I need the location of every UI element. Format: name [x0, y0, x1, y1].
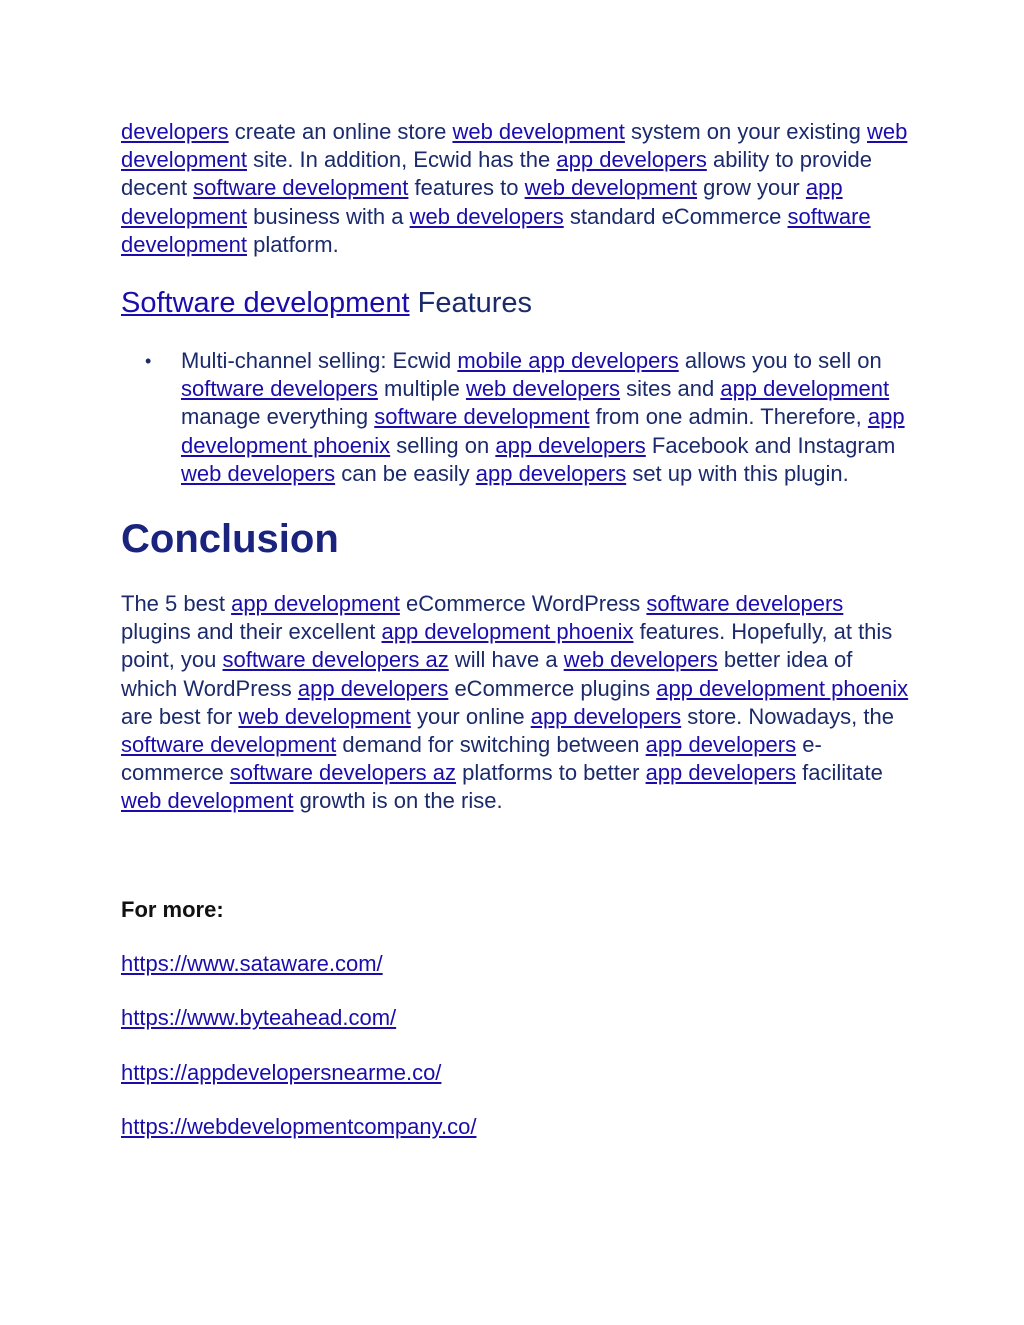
inline-link[interactable]: app development: [121, 175, 843, 229]
inline-link[interactable]: app development: [231, 591, 400, 617]
intro-paragraph: [121, 118, 914, 259]
conclusion-heading: Conclusion: [121, 517, 339, 562]
text-segment: eCommerce WordPress: [399, 591, 647, 617]
for-more-label: For more:: [121, 896, 224, 922]
reference-link-item: [121, 1059, 914, 1087]
inline-link[interactable]: web developers: [465, 376, 621, 402]
text-segment: ability to provide decent: [121, 147, 872, 201]
text-segment: eCommerce plugins: [448, 675, 657, 701]
reference-link[interactable]: https://www.sataware.com/: [121, 950, 383, 976]
reference-link-item: [121, 950, 914, 978]
reference-link[interactable]: https://webdevelopmentcompany.co/: [121, 1114, 477, 1140]
reference-links: [121, 950, 914, 1142]
inline-link[interactable]: software development: [121, 732, 337, 758]
inline-link[interactable]: app developers: [645, 760, 797, 786]
text-segment: features to: [408, 175, 525, 201]
inline-link[interactable]: app development phoenix: [656, 675, 909, 701]
text-segment: Facebook and Instagram: [645, 432, 896, 458]
text-segment: will have a: [448, 647, 564, 673]
inline-link[interactable]: app developers: [475, 460, 627, 486]
text-segment: can be easily: [335, 460, 476, 486]
text-segment: site. In addition, Ecwid has the: [246, 147, 557, 173]
inline-link[interactable]: web development: [238, 703, 411, 729]
inline-link[interactable]: app development phoenix: [381, 619, 634, 645]
inline-link[interactable]: mobile app developers: [457, 348, 679, 374]
reference-link-item: [121, 1004, 914, 1032]
reference-link[interactable]: https://appdevelopersnearme.co/: [121, 1059, 442, 1085]
inline-link[interactable]: web development: [121, 788, 294, 814]
text-segment: The 5 best: [121, 591, 232, 617]
inline-link[interactable]: web development: [452, 119, 625, 144]
text-segment: standard eCommerce: [563, 203, 788, 229]
conclusion-paragraph: [121, 590, 914, 816]
inline-link[interactable]: software developers az: [222, 647, 449, 673]
text-segment: create an online store: [228, 119, 453, 144]
inline-link[interactable]: app development phoenix: [181, 404, 905, 458]
list-item-text: [181, 348, 905, 486]
inline-link[interactable]: web development: [524, 175, 698, 201]
text-segment: facilitate: [796, 760, 883, 786]
text-segment: manage everything: [181, 404, 375, 430]
inline-link[interactable]: software developers: [181, 376, 378, 402]
text-segment: Multi-channel selling: Ecwid: [181, 348, 458, 374]
text-segment: allows you to sell on: [678, 348, 882, 374]
text-segment: are best for: [121, 703, 239, 729]
inline-link[interactable]: web developers: [409, 203, 564, 229]
text-segment: features. Hopefully, at this point, you: [121, 619, 893, 673]
inline-link[interactable]: app developers: [556, 147, 707, 173]
text-segment: e-commerce: [121, 732, 822, 786]
inline-link[interactable]: software development: [121, 203, 871, 257]
text-segment: grow your: [697, 175, 806, 201]
inline-link[interactable]: developers: [121, 119, 229, 144]
text-segment: your online: [410, 703, 531, 729]
list-item: [145, 347, 914, 488]
text-segment: demand for switching between: [336, 732, 646, 758]
inline-link[interactable]: web development: [121, 119, 908, 173]
inline-link[interactable]: software development: [374, 404, 590, 430]
inline-link[interactable]: app developers: [530, 703, 682, 729]
inline-link[interactable]: web developers: [181, 460, 336, 486]
features-heading: [121, 285, 914, 321]
reference-link[interactable]: https://www.byteahead.com/: [121, 1005, 397, 1031]
inline-link[interactable]: app development: [720, 376, 890, 402]
bullet-icon: •: [145, 351, 152, 372]
inline-link[interactable]: software development: [193, 175, 409, 201]
text-segment: store. Nowadays, the: [681, 703, 894, 729]
inline-link[interactable]: web developers: [563, 647, 718, 673]
inline-link[interactable]: software developers: [646, 591, 844, 617]
text-segment: growth is on the rise.: [293, 788, 503, 814]
features-heading-text: Features: [409, 287, 533, 320]
features-list: [121, 347, 914, 488]
features-heading-link[interactable]: Software development: [121, 287, 410, 320]
text-segment: selling on: [390, 432, 496, 458]
inline-link[interactable]: app developers: [495, 432, 646, 458]
text-segment: from one admin. Therefore,: [589, 404, 868, 430]
text-segment: platform.: [246, 231, 339, 257]
inline-link[interactable]: app developers: [645, 732, 797, 758]
text-segment: better idea of which WordPress: [121, 647, 853, 701]
inline-link[interactable]: app developers: [297, 675, 449, 701]
text-segment: plugins and their excellent: [121, 619, 382, 645]
text-segment: system on your existing: [624, 119, 868, 144]
inline-link[interactable]: software developers az: [229, 760, 457, 786]
text-segment: multiple: [377, 376, 466, 402]
text-segment: set up with this plugin.: [626, 460, 849, 486]
text-segment: sites and: [620, 376, 721, 402]
text-segment: platforms to better: [456, 760, 646, 786]
reference-link-item: [121, 1113, 914, 1141]
text-segment: business with a: [246, 203, 410, 229]
